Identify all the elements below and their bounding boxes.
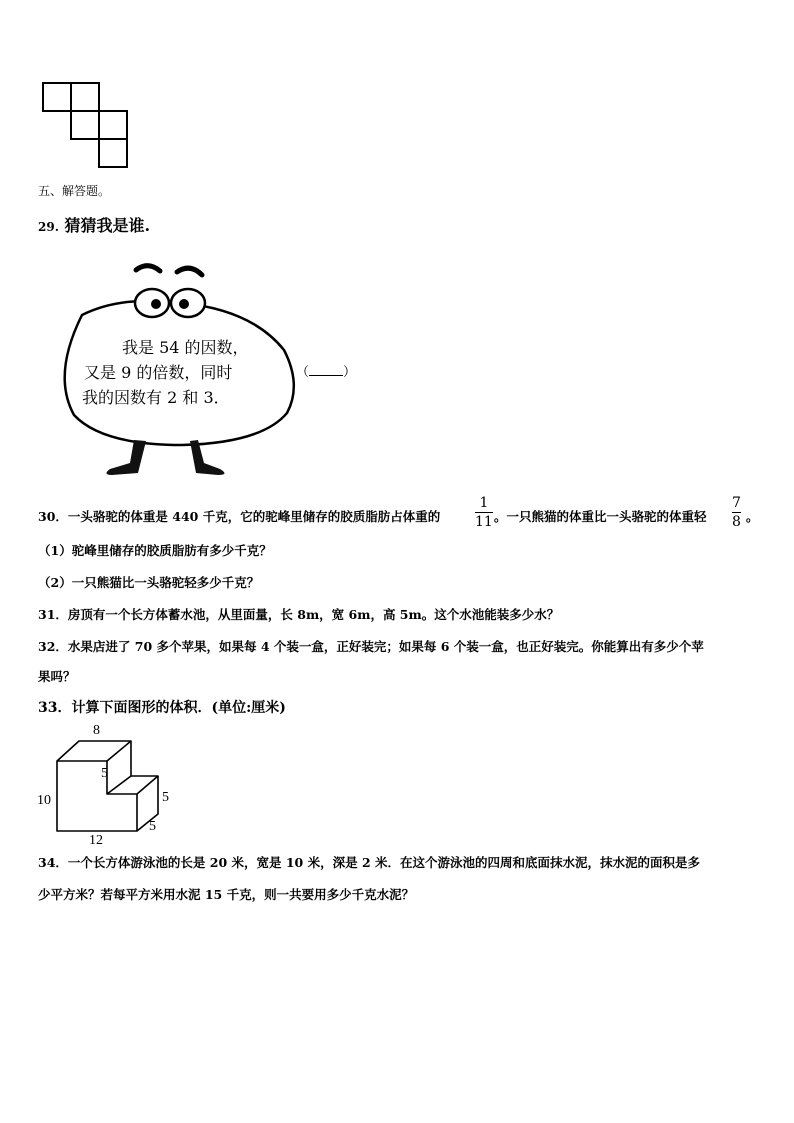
q29-text: 猜猜我是谁.	[64, 216, 151, 235]
q29-title	[38, 218, 150, 234]
dim-left: 10	[37, 793, 51, 808]
q30-fraction-2: 7 8	[732, 495, 741, 531]
q30-sub2: （2）一只熊猫比一头骆驼轻多少千克？	[38, 575, 260, 590]
q34-line2: 少平方米？若每平方米用水泥 15 千克，则一共要用多少千克水泥？	[38, 887, 415, 902]
dim-right: 5	[162, 790, 169, 805]
q29-answer-blank[interactable]: （ ）	[296, 365, 357, 380]
q30-sub1: （1）驼峰里储存的胶质脂肪有多少千克？	[38, 543, 272, 558]
q32-line2: 果吗？	[38, 669, 76, 684]
q29-number: 29.	[38, 220, 59, 234]
dim-depth: 5	[149, 819, 156, 834]
square-net-figure	[40, 80, 132, 172]
q30-text-b: 。一只熊猫的体重比一头骆驼的体重轻	[494, 509, 707, 524]
q33-title: 33．计算下面图形的体积．(单位:厘米)	[38, 700, 286, 716]
step-prism-figure	[52, 736, 162, 836]
q31-text: 31．房顶有一个长方体蓄水池，从里面量，长 8m，宽 6m，高 5m。这个水池能装多少水？	[38, 607, 560, 622]
answer-line	[309, 365, 343, 376]
dim-top: 8	[93, 723, 100, 738]
q34-line1: 34．一个长方体游泳池的长是 20 米，宽是 10 米，深是 2 米．在这个游泳池的四周和底面抹水泥，抹水泥的面积是多	[38, 855, 700, 870]
q30-fraction-1: 1 11	[475, 495, 493, 531]
bubble-line-1: 我是 54 的因数，	[122, 338, 249, 357]
section-title: 五、解答题。	[38, 184, 111, 198]
dim-step: 5	[101, 766, 108, 781]
q32-line1: 32．水果店进了 70 多个苹果，如果每 4 个装一盒，正好装完；如果每 6 个装一盒，也正好装完。你能算出有多少个苹	[38, 639, 704, 654]
bubble-line-3: 我的因数有 2 和 3．	[82, 388, 230, 407]
q30-text-c: 。	[746, 509, 759, 524]
q30-text-a: 30．一头骆驼的体重是 440 千克，它的驼峰里储存的胶质脂肪占体重的	[38, 509, 441, 524]
bubble-line-2: 又是 9 的倍数，同时	[84, 363, 233, 382]
dim-bottom: 12	[89, 833, 103, 848]
